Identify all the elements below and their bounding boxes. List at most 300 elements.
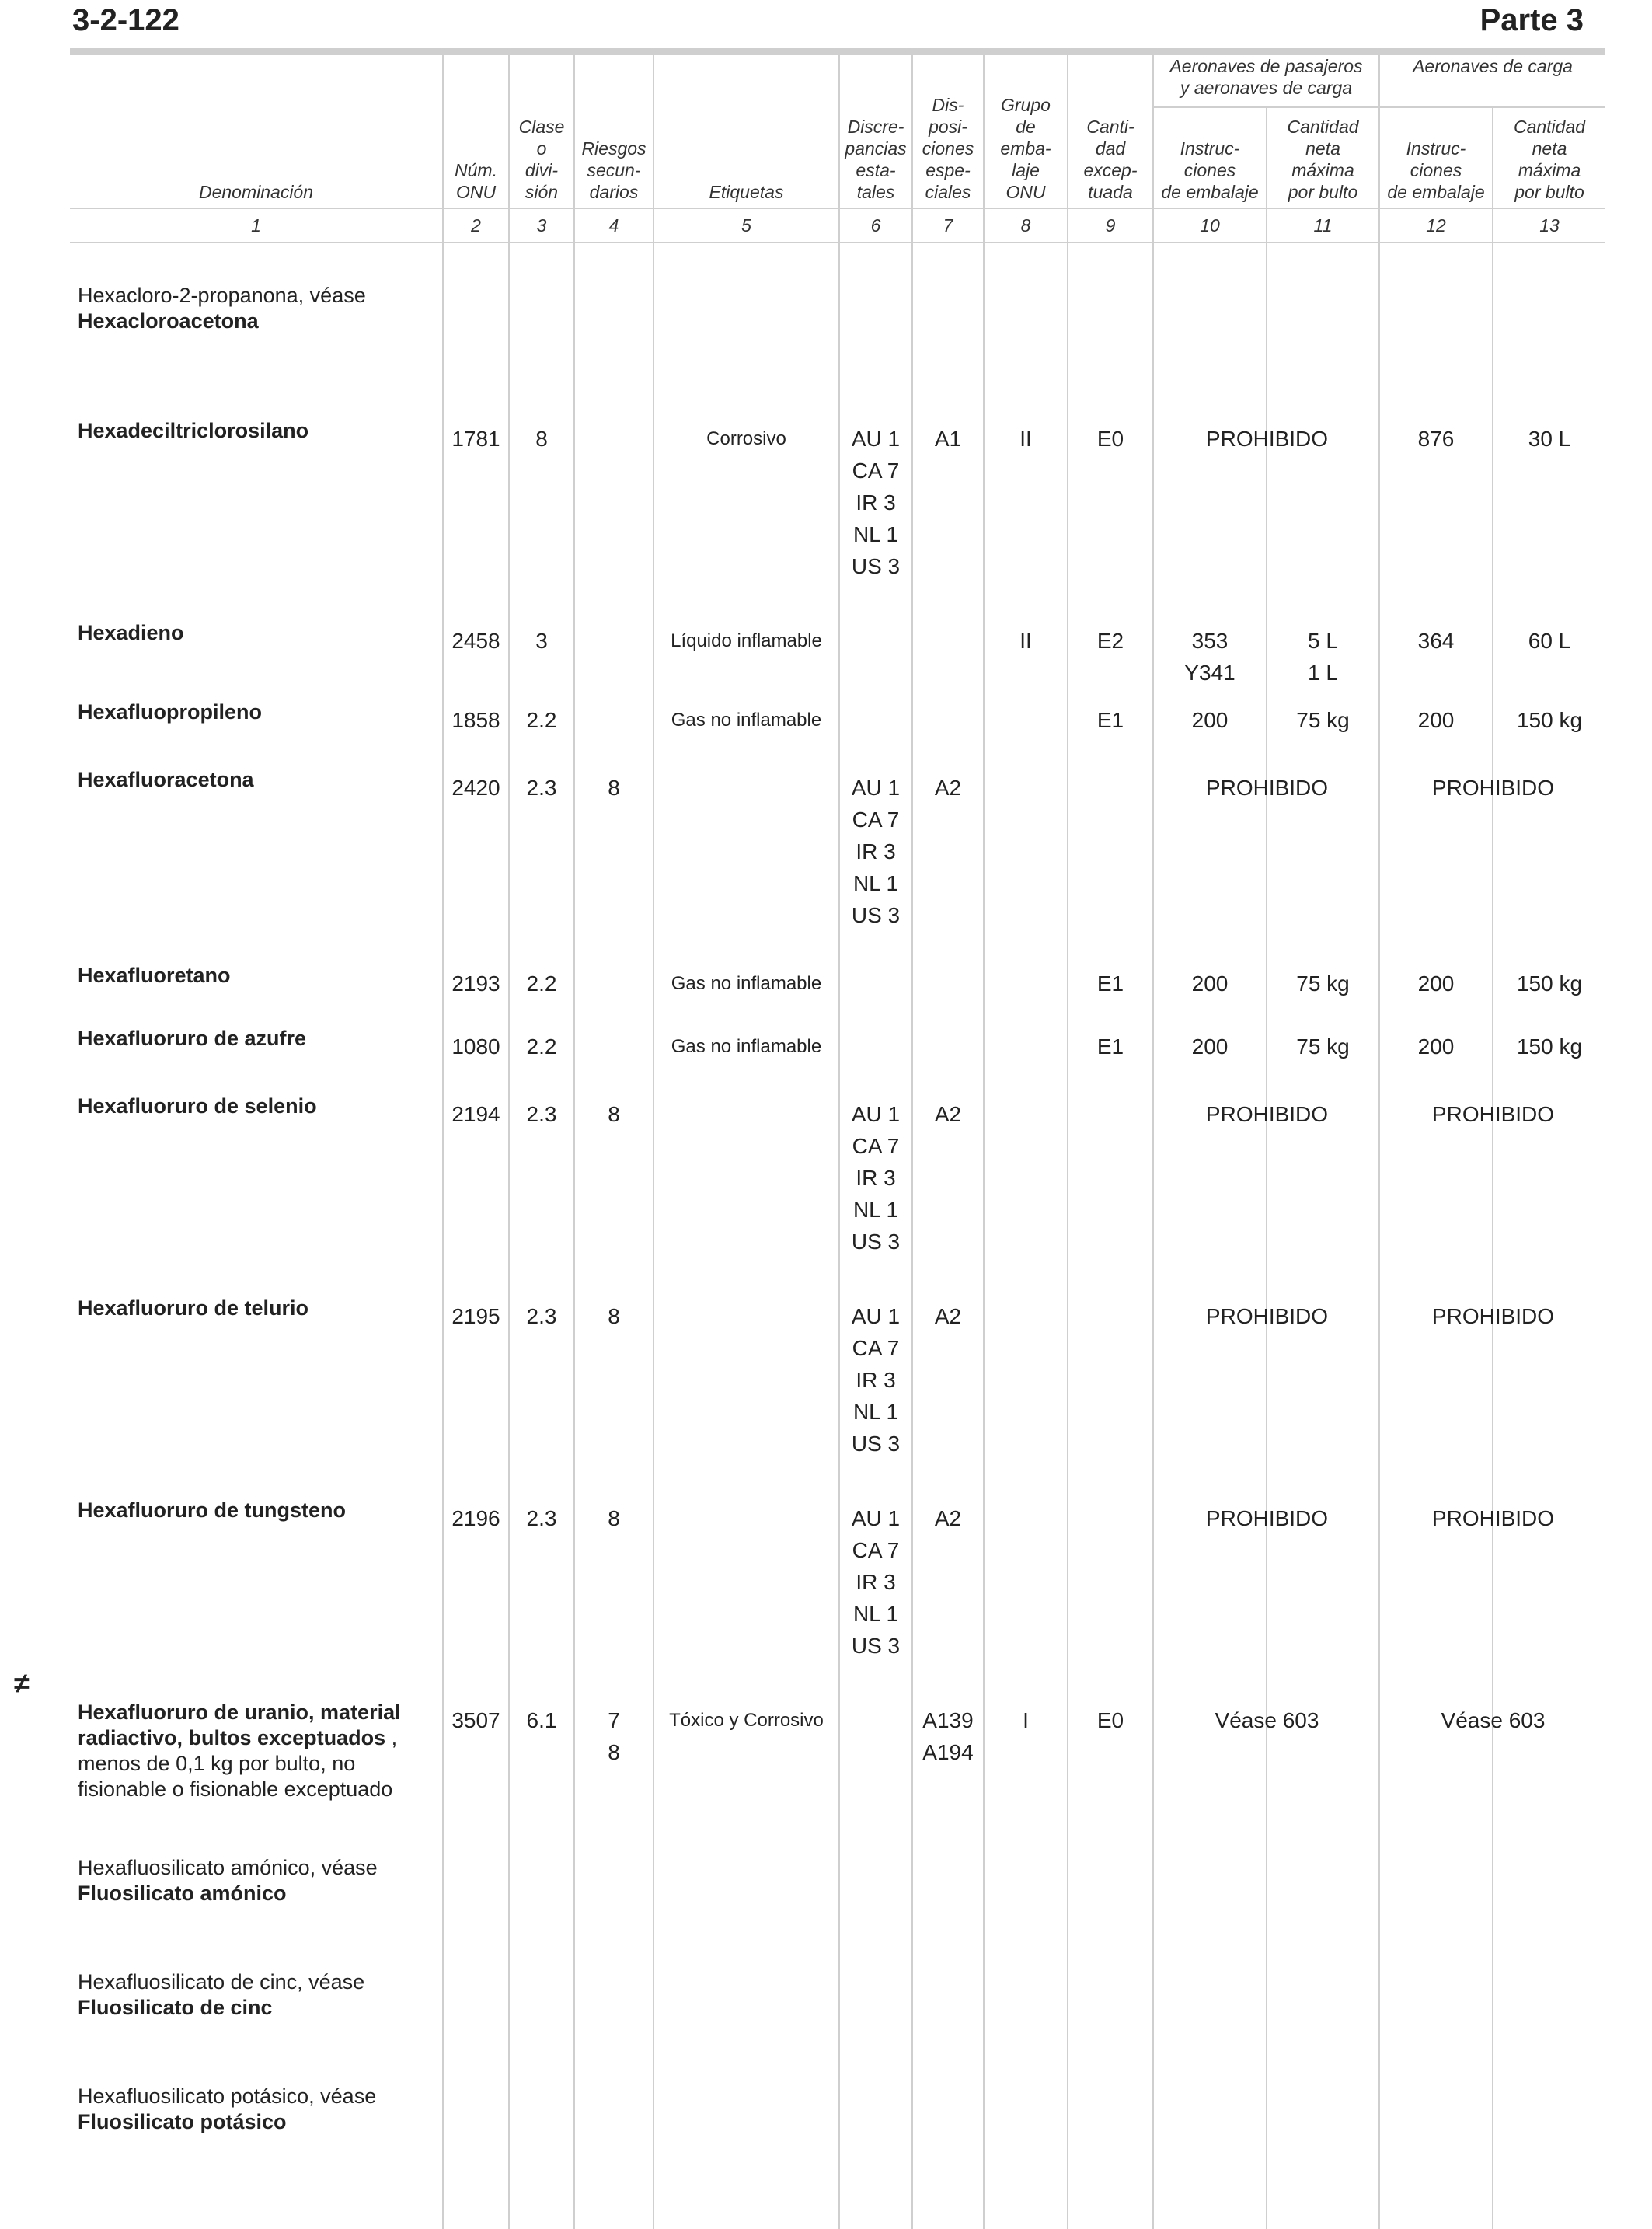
- disposiciones-cell: [912, 1280, 984, 1482]
- col-etiquetas: Etiquetas: [653, 55, 839, 208]
- disposicion-value: A139: [922, 1708, 974, 1732]
- table-row: [70, 403, 1605, 605]
- discrepancia-value: US 3: [851, 903, 901, 927]
- pas-instrucciones-cell: [1153, 403, 1329, 605]
- col-riesgos: Riesgos secun- darios: [574, 55, 653, 208]
- col-number: 5: [653, 208, 839, 242]
- pas-instrucciones-cell: [1153, 242, 1267, 403]
- etiquetas-cell: [653, 1280, 839, 1482]
- col-number: 12: [1379, 208, 1493, 242]
- riesgo-value: 8: [608, 1102, 620, 1126]
- table-row: [70, 605, 1605, 689]
- cantidad-cell: [1068, 605, 1153, 689]
- grupo-cell: [984, 403, 1068, 605]
- cell-value: 2.3: [526, 1102, 557, 1126]
- table-row: [70, 1280, 1605, 1482]
- cantidad-cell: [1068, 752, 1153, 952]
- name-bold: Hexafluoretano: [78, 964, 231, 987]
- pas-instruccion-value: 353: [1191, 629, 1229, 653]
- pas-instrucciones-cell: [1153, 1954, 1267, 2068]
- filler-cell: [839, 2182, 912, 2229]
- grupo-cell: [984, 1015, 1068, 1078]
- filler-cell: [912, 2182, 984, 2229]
- carga-instrucciones-cell: [1379, 1840, 1493, 1954]
- name-cell: [70, 952, 443, 1015]
- discrepancias-cell: [839, 1482, 912, 1684]
- cantidad-cell: [1068, 403, 1153, 605]
- name-bold: Hexadeciltriclorosilano: [78, 419, 309, 442]
- pas-cantidad-cell: [1267, 605, 1379, 689]
- cantidad-cell: [1068, 952, 1153, 1015]
- filler-row: [70, 2182, 1605, 2229]
- cell-value: 8: [535, 427, 548, 451]
- pas-cantidad-cell: [1267, 952, 1379, 1015]
- filler-cell: [1267, 2182, 1379, 2229]
- carga-merged-value: PROHIBIDO: [1431, 1102, 1555, 1126]
- pas-cantidad-value: 75 kg: [1296, 708, 1350, 732]
- clase-cell: [509, 2068, 574, 2182]
- filler-cell: [984, 2182, 1068, 2229]
- clase-cell: [509, 605, 574, 689]
- disposiciones-cell: [912, 1684, 984, 1840]
- discrepancia-value: NL 1: [852, 1602, 899, 1626]
- pas-instruccion-value: 200: [1191, 708, 1229, 732]
- carga-instrucciones-cell: [1379, 605, 1493, 689]
- name-cell: [70, 1954, 443, 2068]
- clase-cell: [509, 689, 574, 752]
- name-cell: [70, 1482, 443, 1684]
- discrepancias-cell: [839, 403, 912, 605]
- pas-instrucciones-cell: [1153, 952, 1267, 1015]
- disposiciones-cell: [912, 1840, 984, 1954]
- discrepancias-cell: [839, 1015, 912, 1078]
- pas-merged-value: PROHIBIDO: [1205, 1102, 1329, 1126]
- riesgos-cell: [574, 1954, 653, 2068]
- pas-instrucciones-cell: [1153, 1078, 1329, 1280]
- pas-cantidad-value: 5 L: [1308, 629, 1338, 653]
- col-number: 1: [70, 208, 443, 242]
- disposiciones-cell: [912, 403, 984, 605]
- cell-value: 200: [1417, 1034, 1455, 1059]
- discrepancia-value: US 3: [851, 1634, 901, 1658]
- cell-value: 200: [1417, 708, 1455, 732]
- carga-cantidad-cell: [1493, 242, 1605, 403]
- discrepancia-value: NL 1: [852, 1400, 899, 1424]
- clase-cell: [509, 1840, 574, 1954]
- carga-instrucciones-cell: [1379, 952, 1493, 1015]
- disposicion-value: A2: [934, 1506, 962, 1530]
- cell-value: E1: [1096, 971, 1124, 996]
- disposicion-value: A2: [934, 1102, 962, 1126]
- disposicion-value: A2: [934, 1304, 962, 1328]
- cell-value: 1858: [451, 708, 500, 732]
- filler-cell: [574, 2182, 653, 2229]
- cell-value: 2194: [451, 1102, 500, 1126]
- cell-value: 1080: [451, 1034, 500, 1059]
- grupo-cell: [984, 2068, 1068, 2182]
- header-rule: [70, 48, 1605, 55]
- name-bold: Hexafluoruro de uranio, material radiactivo, bultos exceptuados: [78, 1701, 401, 1749]
- pas-merged-value: PROHIBIDO: [1205, 776, 1329, 800]
- discrepancia-value: US 3: [851, 1230, 901, 1254]
- pas-cantidad-value: 75 kg: [1296, 971, 1350, 996]
- name-cell: [70, 689, 443, 752]
- grupo-cell: [984, 1684, 1068, 1840]
- col-number: 2: [443, 208, 509, 242]
- part-title: Parte 3: [1479, 3, 1584, 37]
- etiquetas-cell: [653, 1078, 839, 1280]
- disposiciones-cell: [912, 1078, 984, 1280]
- riesgos-cell: [574, 1078, 653, 1280]
- cell-value: Gas no inflamable: [671, 973, 822, 994]
- table-row: [70, 1684, 1605, 1840]
- discrepancias-cell: [839, 1840, 912, 1954]
- cell-value: 6.1: [526, 1708, 557, 1732]
- grupo-cell: [984, 1840, 1068, 1954]
- pas-instrucciones-cell: [1153, 752, 1329, 952]
- etiquetas-cell: [653, 242, 839, 403]
- name-tail: , menos de 0,1 kg por bulto, no fisionable o fisionable exceptuado: [78, 1726, 398, 1801]
- name-cell: [70, 242, 443, 403]
- cantidad-cell: [1068, 1840, 1153, 1954]
- cell-value: II: [1019, 629, 1032, 653]
- name-bold: Hexacloroacetona: [78, 309, 259, 333]
- etiquetas-cell: [653, 752, 839, 952]
- clase-cell: [509, 952, 574, 1015]
- onu-cell: [443, 242, 509, 403]
- cell-value: Líquido inflamable: [671, 630, 822, 651]
- discrepancia-value: AU 1: [851, 776, 901, 800]
- name-cell: [70, 1015, 443, 1078]
- etiquetas-cell: [653, 1015, 839, 1078]
- col-cantidad-exceptuada: Canti- dad excep- tuada: [1068, 55, 1153, 208]
- pas-instruccion-value: 200: [1191, 971, 1229, 996]
- clase-cell: [509, 1280, 574, 1482]
- disposiciones-cell: [912, 952, 984, 1015]
- riesgo-value: 8: [608, 1506, 620, 1530]
- filler-cell: [1379, 2182, 1493, 2229]
- cell-value: I: [1023, 1708, 1029, 1732]
- clase-cell: [509, 752, 574, 952]
- carga-instrucciones-cell: [1379, 1954, 1493, 2068]
- table-row: [70, 1015, 1605, 1078]
- pas-cantidad-cell: [1267, 1015, 1379, 1078]
- cell-value: 150 kg: [1516, 708, 1583, 732]
- col-carga-cantidad: Cantidad neta máxima por bulto: [1493, 107, 1605, 208]
- riesgo-value: 8: [608, 776, 620, 800]
- pas-cantidad-cell: [1267, 1954, 1379, 2068]
- cell-value: 364: [1417, 629, 1455, 653]
- table-row: [70, 952, 1605, 1015]
- filler-cell: [1493, 2182, 1605, 2229]
- onu-cell: [443, 689, 509, 752]
- cell-value: E2: [1096, 629, 1124, 653]
- onu-cell: [443, 605, 509, 689]
- name-cell: [70, 752, 443, 952]
- filler-cell: [443, 2182, 509, 2229]
- cantidad-cell: [1068, 1684, 1153, 1840]
- cell-value: 2.2: [526, 1034, 557, 1059]
- filler-cell: [1068, 2182, 1153, 2229]
- riesgos-cell: [574, 952, 653, 1015]
- name-bold: Hexafluoruro de selenio: [78, 1094, 317, 1118]
- cantidad-cell: [1068, 1015, 1153, 1078]
- table-row: [70, 2068, 1605, 2182]
- cell-value: 2458: [451, 629, 500, 653]
- carga-cantidad-cell: [1493, 1954, 1605, 2068]
- discrepancias-cell: [839, 1684, 912, 1840]
- pas-cantidad-cell: [1267, 242, 1379, 403]
- riesgo-value: 7: [608, 1708, 620, 1732]
- name-cell: [70, 403, 443, 605]
- pas-cantidad-cell: [1267, 689, 1379, 752]
- etiquetas-cell: [653, 1684, 839, 1840]
- grupo-cell: [984, 1078, 1068, 1280]
- discrepancia-value: IR 3: [856, 1368, 896, 1392]
- discrepancia-value: US 3: [851, 554, 901, 578]
- onu-cell: [443, 1015, 509, 1078]
- carga-instrucciones-cell: [1379, 1684, 1546, 1840]
- filler-cell: [70, 2182, 443, 2229]
- col-grupo: Grupo de emba- laje ONU: [984, 55, 1068, 208]
- name-plain: Hexafluosilicato de cinc, véase: [78, 1970, 365, 1994]
- col-number: 10: [1153, 208, 1267, 242]
- cell-value: E0: [1096, 427, 1124, 451]
- cell-value: 2.3: [526, 776, 557, 800]
- col-discrepancias: Discre- pancias esta- tales: [839, 55, 912, 208]
- cell-value: II: [1019, 427, 1032, 451]
- pas-instrucciones-cell: [1153, 1684, 1319, 1840]
- discrepancia-value: CA 7: [852, 808, 900, 832]
- col-number: 6: [839, 208, 912, 242]
- riesgos-cell: [574, 752, 653, 952]
- carga-cantidad-cell: [1493, 952, 1605, 1015]
- cell-value: 2.2: [526, 971, 557, 996]
- pas-instrucciones-cell: [1153, 689, 1267, 752]
- cell-value: 876: [1417, 427, 1455, 451]
- name-plain: Hexafluosilicato potásico, véase: [78, 2084, 377, 2108]
- pas-instruccion-value: 200: [1191, 1034, 1229, 1059]
- col-number: 8: [984, 208, 1068, 242]
- carga-instrucciones-cell: [1379, 242, 1493, 403]
- carga-cantidad-cell: [1493, 1015, 1605, 1078]
- table-row: [70, 689, 1605, 752]
- name-bold: Hexafluoracetona: [78, 768, 254, 791]
- cell-value: 3507: [451, 1708, 500, 1732]
- disposiciones-cell: [912, 242, 984, 403]
- disposiciones-cell: [912, 1015, 984, 1078]
- riesgos-cell: [574, 1015, 653, 1078]
- filler-cell: [509, 2182, 574, 2229]
- discrepancia-value: NL 1: [852, 1198, 899, 1222]
- page-number: 3-2-122: [72, 3, 179, 37]
- grupo-cell: [984, 1280, 1068, 1482]
- carga-instrucciones-cell: [1379, 689, 1493, 752]
- pas-instrucciones-cell: [1153, 1482, 1329, 1684]
- pas-instrucciones-cell: [1153, 605, 1267, 689]
- cell-value: Tóxico y Corrosivo: [669, 1710, 824, 1731]
- clase-cell: [509, 1482, 574, 1684]
- riesgos-cell: [574, 242, 653, 403]
- disposiciones-cell: [912, 2068, 984, 2182]
- etiquetas-cell: [653, 2068, 839, 2182]
- carga-instrucciones-cell: [1379, 752, 1555, 952]
- pas-merged-value: PROHIBIDO: [1205, 1506, 1329, 1530]
- etiquetas-cell: [653, 689, 839, 752]
- cell-value: 2193: [451, 971, 500, 996]
- cantidad-cell: [1068, 2068, 1153, 2182]
- grupo-cell: [984, 1482, 1068, 1684]
- discrepancia-value: IR 3: [856, 1570, 896, 1594]
- grupo-cell: [984, 952, 1068, 1015]
- cell-value: E0: [1096, 1708, 1124, 1732]
- col-clase: Clase o divi- sión: [509, 55, 574, 208]
- col-number: 3: [509, 208, 574, 242]
- discrepancia-value: CA 7: [852, 1538, 900, 1562]
- etiquetas-cell: [653, 1954, 839, 2068]
- cell-value: Gas no inflamable: [671, 1036, 822, 1057]
- discrepancia-value: IR 3: [856, 839, 896, 863]
- filler-cell: [1153, 2182, 1267, 2229]
- etiquetas-cell: [653, 1840, 839, 1954]
- cell-value: Corrosivo: [706, 428, 786, 449]
- pas-merged-value: PROHIBIDO: [1205, 1304, 1329, 1328]
- disposicion-value: A194: [922, 1740, 974, 1764]
- carga-instrucciones-cell: [1379, 1280, 1555, 1482]
- name-bold: Hexafluoruro de azufre: [78, 1027, 307, 1050]
- riesgos-cell: [574, 1684, 653, 1840]
- grupo-cell: [984, 689, 1068, 752]
- pas-instrucciones-cell: [1153, 1015, 1267, 1078]
- discrepancia-value: CA 7: [852, 459, 900, 483]
- discrepancias-cell: [839, 242, 912, 403]
- onu-cell: [443, 403, 509, 605]
- carga-merged-value: Véase 603: [1441, 1708, 1546, 1732]
- cantidad-cell: [1068, 1482, 1153, 1684]
- table-header: [70, 55, 1605, 242]
- col-disposiciones: Dis- posi- ciones espe- ciales: [912, 55, 984, 208]
- carga-instrucciones-cell: [1379, 403, 1493, 605]
- grupo-cell: [984, 242, 1068, 403]
- name-cell: [70, 2068, 443, 2182]
- disposicion-value: A2: [934, 776, 962, 800]
- carga-cantidad-cell: [1493, 605, 1605, 689]
- col-pas-cantidad: Cantidad neta máxima por bulto: [1267, 107, 1379, 208]
- cell-value: 200: [1417, 971, 1455, 996]
- name-bold: Fluosilicato de cinc: [78, 1996, 273, 2019]
- table-row: [70, 1840, 1605, 1954]
- disposiciones-cell: [912, 605, 984, 689]
- pas-instruccion-value: Y341: [1184, 661, 1236, 685]
- col-pas-instrucciones: Instruc- ciones de embalaje: [1153, 107, 1267, 208]
- carga-cantidad-cell: [1493, 403, 1605, 605]
- cell-value: 2420: [451, 776, 500, 800]
- carga-instrucciones-cell: [1379, 2068, 1493, 2182]
- discrepancia-value: IR 3: [856, 1166, 896, 1190]
- onu-cell: [443, 1280, 509, 1482]
- carga-instrucciones-cell: [1379, 1482, 1555, 1684]
- cantidad-cell: [1068, 242, 1153, 403]
- discrepancia-value: IR 3: [856, 490, 896, 515]
- pas-instrucciones-cell: [1153, 2068, 1267, 2182]
- cell-value: 2195: [451, 1304, 500, 1328]
- cell-value: 2.3: [526, 1304, 557, 1328]
- onu-cell: [443, 1840, 509, 1954]
- pas-cantidad-cell: [1267, 1840, 1379, 1954]
- carga-instrucciones-cell: [1379, 1015, 1493, 1078]
- discrepancia-value: CA 7: [852, 1336, 900, 1360]
- cell-value: 150 kg: [1516, 971, 1583, 996]
- table-row: [70, 1078, 1605, 1280]
- col-group-pasajeros: Aeronaves de pasajeros y aeronaves de carga: [1153, 55, 1379, 107]
- discrepancia-value: AU 1: [851, 427, 901, 451]
- name-bold: Hexadieno: [78, 621, 184, 644]
- riesgos-cell: [574, 1280, 653, 1482]
- cantidad-cell: [1068, 1280, 1153, 1482]
- discrepancia-value: AU 1: [851, 1102, 901, 1126]
- riesgos-cell: [574, 1482, 653, 1684]
- cell-value: Gas no inflamable: [671, 710, 822, 731]
- cell-value: 1781: [451, 427, 500, 451]
- disposiciones-cell: [912, 1954, 984, 2068]
- pas-merged-value: Véase 603: [1215, 1708, 1319, 1732]
- carga-cantidad-cell: [1493, 2068, 1605, 2182]
- cantidad-cell: [1068, 1954, 1153, 2068]
- col-number: 13: [1493, 208, 1605, 242]
- name-cell: [70, 1684, 443, 1840]
- cell-value: E1: [1096, 708, 1124, 732]
- grupo-cell: [984, 752, 1068, 952]
- discrepancias-cell: [839, 952, 912, 1015]
- riesgos-cell: [574, 403, 653, 605]
- carga-cantidad-cell: [1493, 1840, 1605, 1954]
- clase-cell: [509, 1954, 574, 2068]
- clase-cell: [509, 1015, 574, 1078]
- riesgo-value: 8: [608, 1740, 620, 1764]
- name-bold: Hexafluoruro de telurio: [78, 1296, 309, 1320]
- carga-merged-value: PROHIBIDO: [1431, 776, 1555, 800]
- etiquetas-cell: [653, 605, 839, 689]
- discrepancias-cell: [839, 752, 912, 952]
- riesgo-value: 8: [608, 1304, 620, 1328]
- name-bold: Hexafluoruro de tungsteno: [78, 1498, 347, 1522]
- col-number: 11: [1267, 208, 1379, 242]
- carga-merged-value: PROHIBIDO: [1431, 1506, 1555, 1530]
- table-row: [70, 1482, 1605, 1684]
- cantidad-cell: [1068, 1078, 1153, 1280]
- disposiciones-cell: [912, 689, 984, 752]
- discrepancias-cell: [839, 689, 912, 752]
- table-row: [70, 242, 1605, 403]
- discrepancia-value: NL 1: [852, 522, 899, 546]
- grupo-cell: [984, 605, 1068, 689]
- pas-cantidad-value: 1 L: [1308, 661, 1338, 685]
- clase-cell: [509, 403, 574, 605]
- col-denominacion: Denominación: [198, 182, 314, 202]
- discrepancia-value: NL 1: [852, 871, 899, 895]
- discrepancias-cell: [839, 1078, 912, 1280]
- discrepancias-cell: [839, 2068, 912, 2182]
- name-bold: Hexafluopropileno: [78, 700, 263, 724]
- col-number: 7: [912, 208, 984, 242]
- column-numbers-row: [70, 208, 1605, 242]
- col-group-carga: Aeronaves de carga: [1379, 55, 1605, 107]
- table-row: [70, 752, 1605, 952]
- cell-value: 2196: [451, 1506, 500, 1530]
- pas-cantidad-cell: [1267, 2068, 1379, 2182]
- change-marker: ≠: [14, 1667, 30, 1699]
- onu-cell: [443, 1684, 509, 1840]
